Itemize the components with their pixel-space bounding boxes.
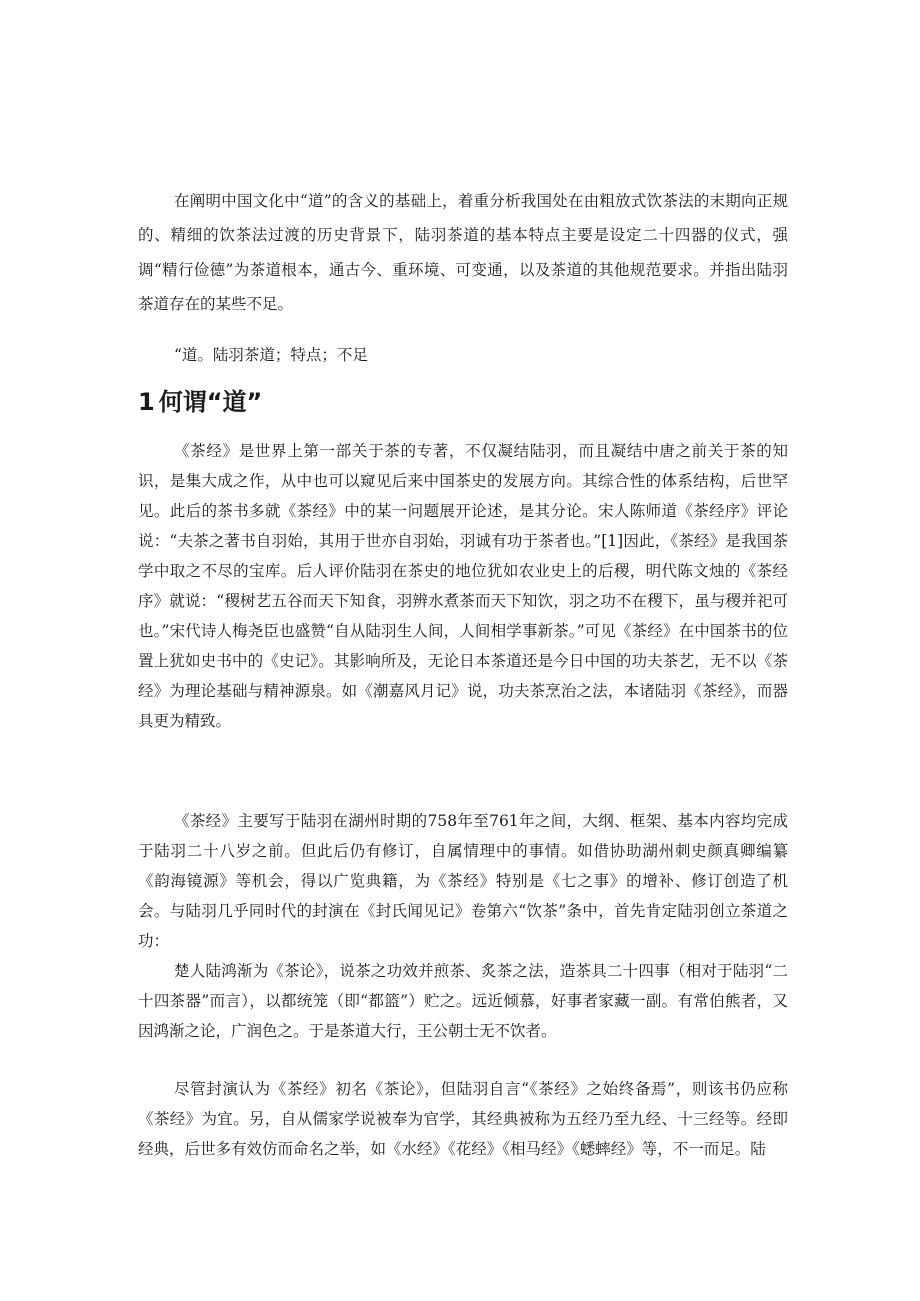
body-paragraph: 《茶经》是世界上第一部关于茶的专著，不仅凝结陆羽，而且凝结中唐之前关于茶的知识，是集大成之作，从中也可以窥见后来中国茶史的发展方向。其综合性的体系结构，后世罕见。此后的茶书多就《茶经》中的某一问题展开论述，是其分论。宋人陈师道《茶经序》评论说：“夫茶之著书自羽始，其用于世亦自羽始，羽诚有功于茶者也。”[1]因此，《茶经》是我国茶学中取之不尽的宝库。后人评价陆羽在茶史的地位犹如农业史上的后稷，明代陈文烛的《茶经序》就说：“稷树艺五谷而天下知食，羽辨水煮茶而天下知饮，羽之功不在稷下，虽与稷并祀可也。”宋代诗人梅尧臣也盛赞“自从陆羽生人间，人间相学事新茶。”可见《茶经》在中国茶书的位置上犹如史书中的《史记》。其影响所及，无论日本茶道还是今日中国的功夫茶艺，无不以《茶经》为理论基础与精神源泉。如《潮嘉风月记》说，功夫茶烹治之法，本诸陆羽《茶经》，而器具更为精致。	[138, 442, 788, 730]
section-title: 何谓“道”	[158, 388, 263, 416]
section-number: 1	[138, 388, 155, 416]
body-paragraph: 尽管封演认为《茶经》初名《茶论》，但陆羽自言“《茶经》之始终备焉”，则该书仍应称《茶经》为宜。另，自从儒家学说被奉为官学，其经典被称为五经乃至九经、十三经等。经即经典，后世多有效仿而命名之举，如《水经》《花经》《相马经》《蟋蟀经》等，不一而足。陆	[138, 1080, 788, 1158]
block-quote: 楚人陆鸿渐为《茶论》，说茶之功效并煎茶、炙茶之法，造茶具二十四事（相对于陆羽“二十四茶器”而言），以都统笼（即“都篮”）贮之。远近倾慕，好事者家藏一副。有常伯熊者，又因鸿渐之论，广润色之。于是茶道大行，王公朝士无不饮者。	[138, 962, 788, 1040]
body-paragraph: 《茶经》主要写于陆羽在湖州时期的758年至761年之间，大纲、框架、基本内容均完成于陆羽二十八岁之前。但此后仍有修订，自属情理中的事情。如借协助湖州刺史颜真卿编纂《韵海镜源》等机会，得以广览典籍，为《茶经》特别是《七之事》的增补、修订创造了机会。与陆羽几乎同时代的封演在《封氏闻见记》卷第六“饮茶”条中，首先肯定陆羽创立茶道之功：	[138, 812, 788, 950]
section-heading	[138, 384, 262, 420]
keywords-line: “道。陆羽茶道；特点；不足	[174, 346, 368, 364]
abstract-paragraph: 在阐明中国文化中“道”的含义的基础上，着重分析我国处在由粗放式饮茶法的末期向正规的、精细的饮茶法过渡的历史背景下，陆羽茶道的基本特点主要是设定二十四器的仪式，强调“精行俭德”为茶道根本，通古今、重环境、可变通，以及茶道的其他规范要求。并指出陆羽茶道存在的某些不足。	[138, 192, 788, 314]
